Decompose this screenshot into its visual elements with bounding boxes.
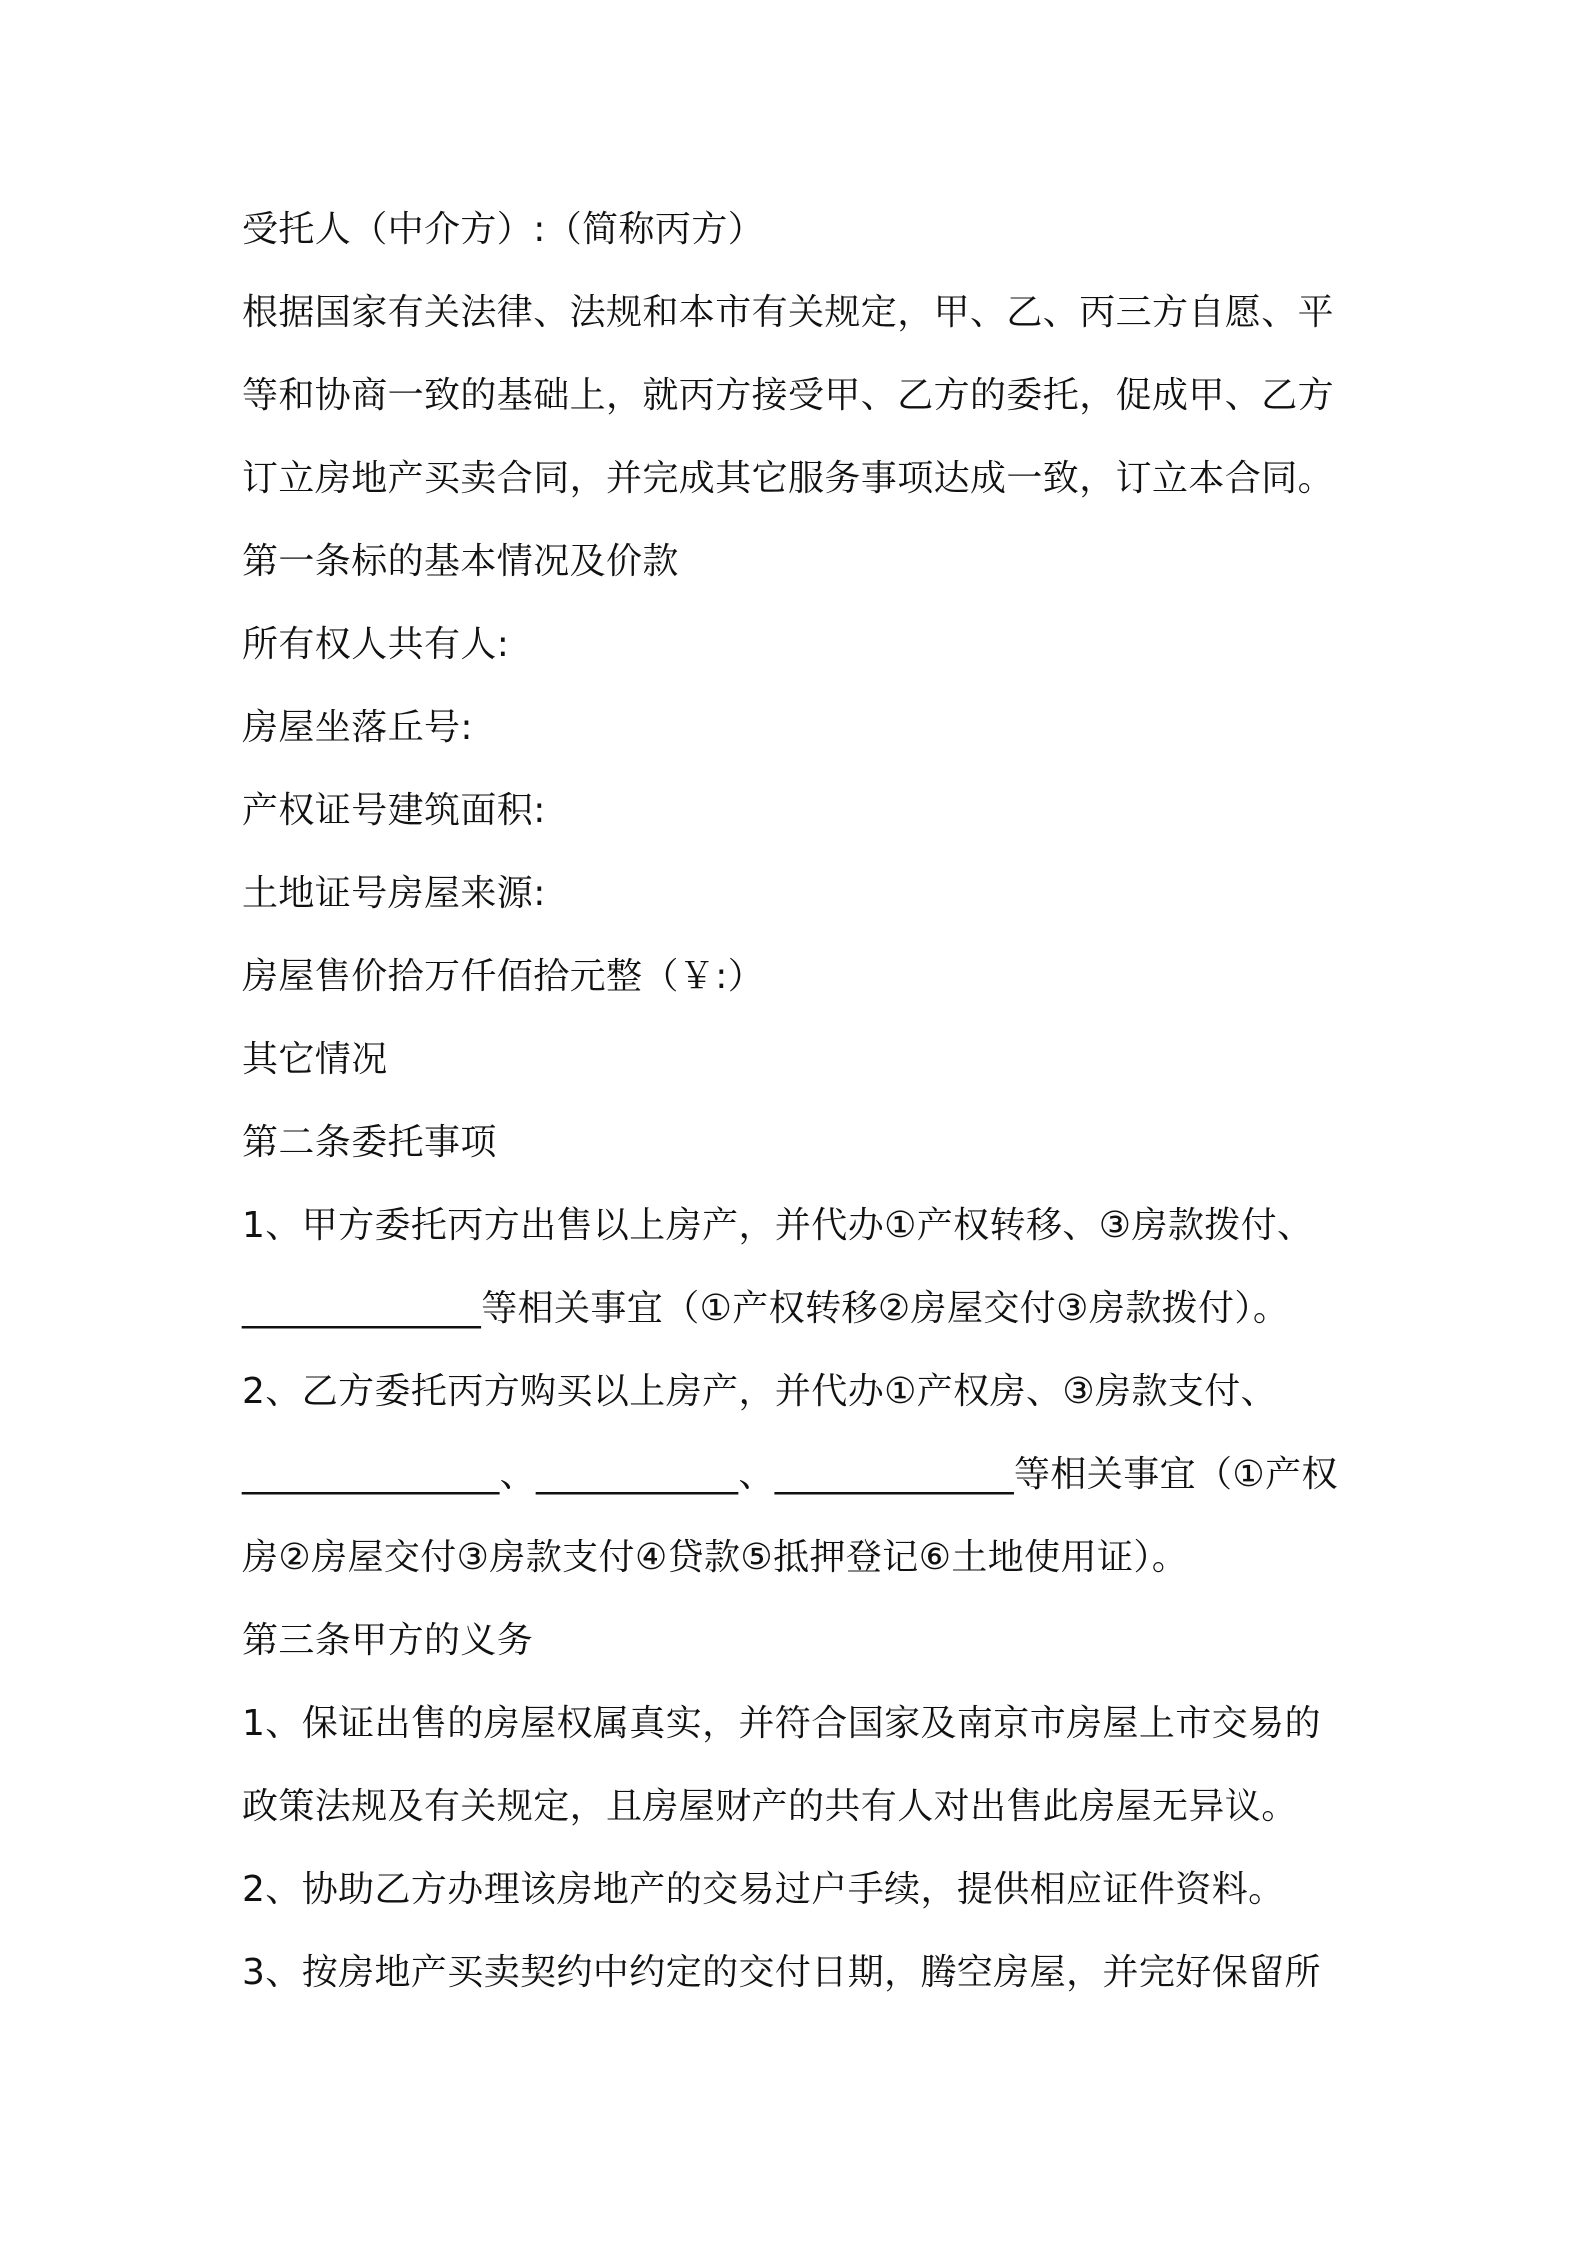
land-certificate-field: 土地证号房屋来源: <box>242 873 546 914</box>
article-3-item-1-line-2: 政策法规及有关规定，且房屋财产的共有人对出售此房屋无异议。 <box>242 1786 1298 1827</box>
certificate-area-field: 产权证号建筑面积: <box>242 790 546 831</box>
article-2-item-1-line-2: _____________等相关事宜（①产权转移②房屋交付③房款拨付）。 <box>242 1288 1290 1329</box>
article-3-item-2: 2、协助乙方办理该房地产的交易过户手续，提供相应证件资料。 <box>242 1869 1285 1910</box>
article-3-item-3-line-1: 3、按房地产买卖契约中约定的交付日期，腾空房屋，并完好保留所 <box>242 1952 1321 1993</box>
preamble-line-3: 订立房地产买卖合同，并完成其它服务事项达成一致，订立本合同。 <box>242 458 1335 499</box>
intermediary-party-line: 受托人（中介方）:（简称丙方） <box>242 209 765 250</box>
article-2-item-2-line-2: ______________、___________、_____________等相关事宜（①产权 <box>242 1454 1338 1495</box>
other-conditions-field: 其它情况 <box>242 1039 388 1080</box>
owner-field: 所有权人共有人: <box>242 624 510 665</box>
article-3-heading: 第三条甲方的义务 <box>242 1620 534 1661</box>
article-2-item-2-line-1: 2、乙方委托丙方购买以上房产，并代办①产权房、③房款支付、 <box>242 1371 1278 1412</box>
article-3-item-1-line-1: 1、保证出售的房屋权属真实，并符合国家及南京市房屋上市交易的 <box>242 1703 1321 1744</box>
article-2-item-2-line-3: 房②房屋交付③房款支付④贷款⑤抵押登记⑥土地使用证）。 <box>242 1537 1189 1578</box>
article-2-heading: 第二条委托事项 <box>242 1122 497 1163</box>
article-1-heading: 第一条标的基本情况及价款 <box>242 541 679 582</box>
preamble-line-2: 等和协商一致的基础上，就丙方接受甲、乙方的委托，促成甲、乙方 <box>242 375 1335 416</box>
price-field: 房屋售价拾万仟佰拾元整（￥:） <box>242 956 765 997</box>
location-field: 房屋坐落丘号: <box>242 707 473 748</box>
article-2-item-1-line-1: 1、甲方委托丙方出售以上房产，并代办①产权转移、③房款拨付、 <box>242 1205 1314 1246</box>
preamble-line-1: 根据国家有关法律、法规和本市有关规定，甲、乙、丙三方自愿、平 <box>242 292 1335 333</box>
